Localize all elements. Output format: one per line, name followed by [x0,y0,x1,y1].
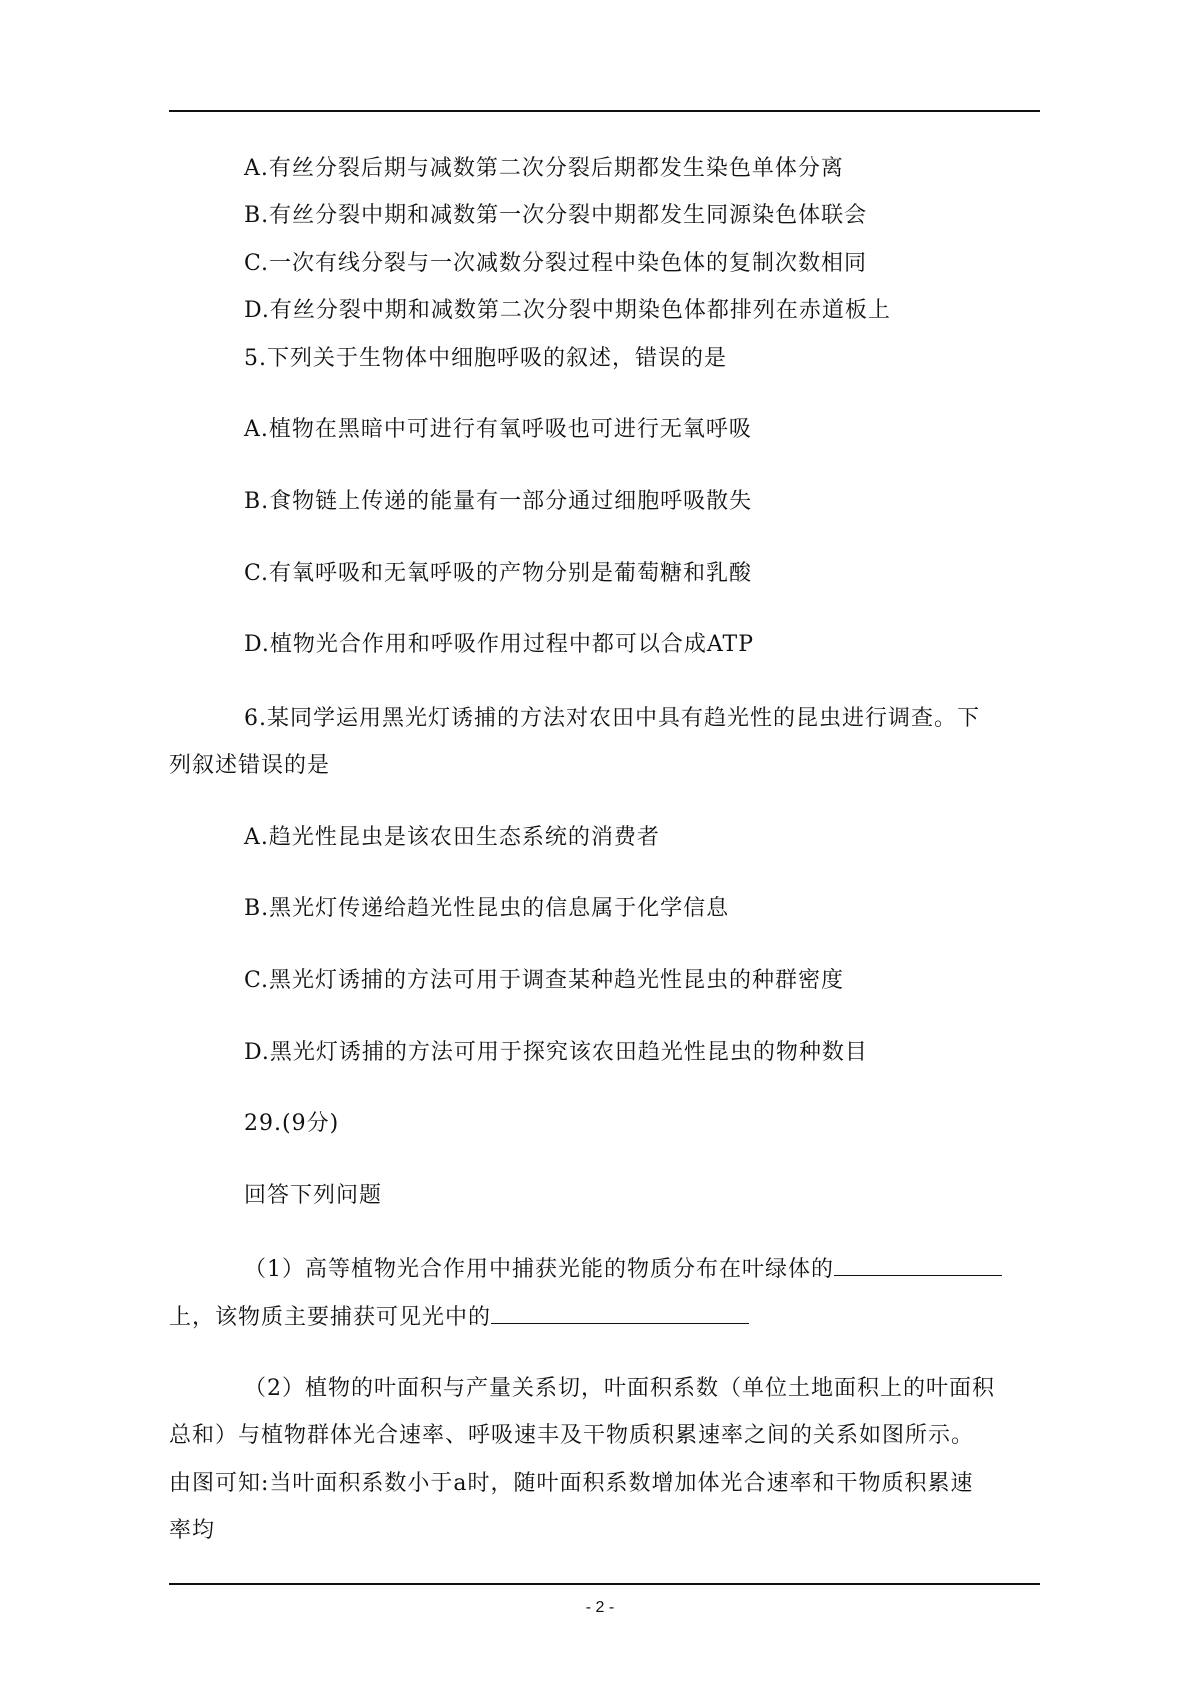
q5-option-c: C.有氧呼吸和无氧呼吸的产物分别是葡萄糖和乳酸 [244,561,753,586]
q6-stem-line2: 列叙述错误的是 [169,753,331,778]
q5-option-d: D.植物光合作用和呼吸作用过程中都可以合成ATP [244,632,755,657]
q4-option-a: A.有丝分裂后期与减数第二次分裂后期都发生染色单体分离 [244,156,844,181]
header-rule [169,110,1040,112]
q4-option-d: D.有丝分裂中期和减数第二次分裂中期染色体都排列在赤道板上 [244,298,891,323]
q5-stem: 5.下列关于生物体中细胞呼吸的叙述，错误的是 [244,346,727,371]
q4-option-b: B.有丝分裂中期和减数第一次分裂中期都发生同源染色体联会 [244,203,868,228]
q29-part1-text: （1）高等植物光合作用中捕获光能的物质分布在叶绿体的 [244,1257,834,1282]
q29-part1-line2 [169,1301,749,1333]
q5-option-a: A.植物在黑暗中可进行有氧呼吸也可进行无氧呼吸 [244,417,752,442]
q5-option-b: B.食物链上传递的能量有一部分通过细胞呼吸散失 [244,489,753,514]
q29-title: 29.(9分) [244,1111,340,1136]
page-number: - 2 - [585,1599,615,1616]
q6-option-d: D.黑光灯诱捕的方法可用于探究该农田趋光性昆虫的物种数目 [244,1040,868,1065]
q6-option-b: B.黑光灯传递给趋光性昆虫的信息属于化学信息 [244,896,730,921]
q29-part2-line3: 由图可知:当叶面积系数小于a时，随叶面积系数增加体光合速率和干物质积累速 [169,1471,974,1496]
q29-part2-line4: 率均 [169,1518,216,1543]
answer-blank[interactable] [834,1253,1002,1276]
q29-part1-text-2: 上，该物质主要捕获可见光中的 [169,1305,492,1330]
q29-intro: 回答下列问题 [244,1183,383,1208]
q29-part2-line2: 总和）与植物群体光合速率、呼吸速丰及干物质积累速率之间的关系如图所示。 [169,1423,975,1448]
q29-part1-line1 [244,1253,1002,1285]
q6-option-c: C.黑光灯诱捕的方法可用于调查某种趋光性昆虫的种群密度 [244,968,845,993]
answer-blank[interactable] [491,1301,749,1324]
footer-rule [169,1583,1040,1585]
q29-part2-line1: （2）植物的叶面积与产量关系切，叶面积系数（单位土地面积上的叶面积 [244,1376,995,1401]
q6-option-a: A.趋光性昆虫是该农田生态系统的消费者 [244,825,660,850]
q4-option-c: C.一次有线分裂与一次减数分裂过程中染色体的复制次数相同 [244,251,868,276]
q6-stem-line1: 6.某同学运用黑光灯诱捕的方法对农田中具有趋光性的昆虫进行调查。下 [244,706,980,731]
